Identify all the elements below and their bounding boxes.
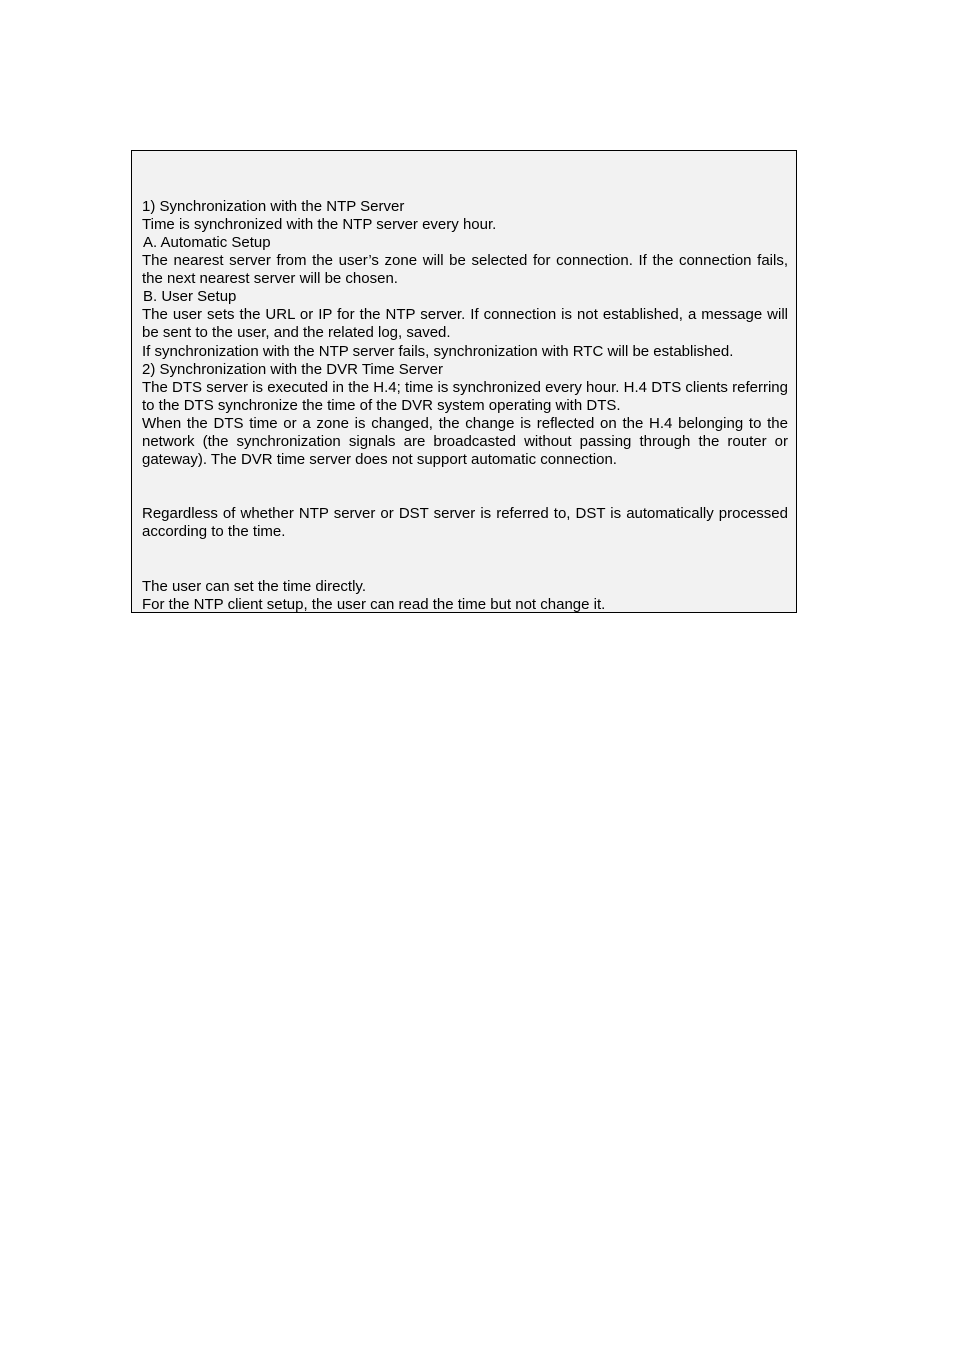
user-setup-text: The user sets the URL or IP for the NTP server. If connection is not established, a message will be sent to the user, and the related log, saved. [142,306,788,341]
zone-change-text: When the DTS time or a zone is changed, the change is reflected on the H.4 belonging to the network (the synchronization signals are broadcasted without passing through the router or gateway). The DVR time server does not support automatic connection. [142,415,788,468]
dst-text: Regardless of whether NTP server or DST server is referred to, DST is automatically processed according to the time. [142,505,788,540]
automatic-setup-text: The nearest server from the user’s zone will be selected for connection. If the connection fails, the next nearest server will be chosen. [142,252,788,287]
dts-server-text: The DTS server is executed in the H.4; time is synchronized every hour. H.4 DTS clients referring to the DTS synchronize the time of the DVR system operating with DTS. [142,379,788,414]
ntp-client-text: For the NTP client setup, the user can read the time but not change it. [142,596,606,613]
automatic-setup-heading: A. Automatic Setup [143,234,271,251]
ntp-hourly-text: Time is synchronized with the NTP server every hour. [142,216,497,233]
dvr-sync-heading: 2) Synchronization with the DVR Time Server [142,361,443,378]
direct-time-text: The user can set the time directly. [142,578,366,595]
ntp-sync-heading: 1) Synchronization with the NTP Server [142,198,405,215]
note-box [131,150,797,613]
user-setup-heading: B. User Setup [143,288,237,305]
ntp-fail-text: If synchronization with the NTP server fails, synchronization with RTC will be established. [142,343,734,360]
